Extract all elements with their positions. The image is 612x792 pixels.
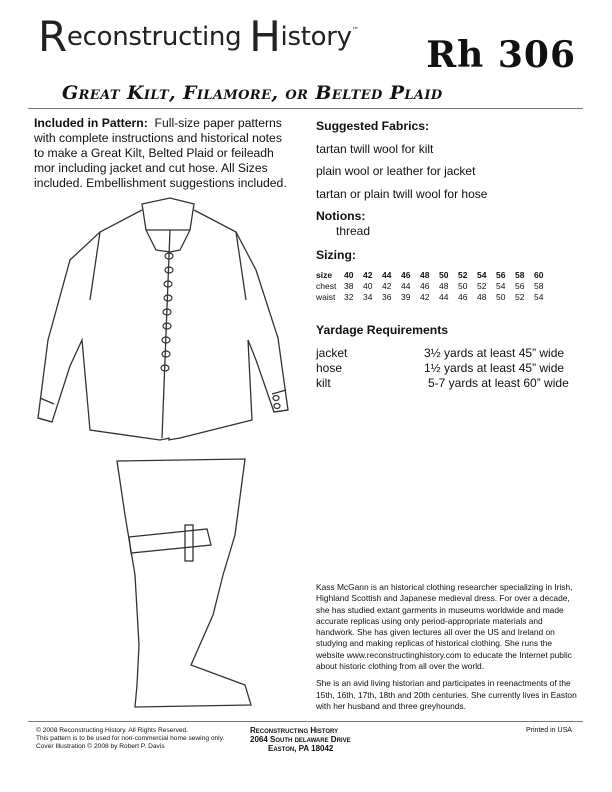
yardage-amount: 1½ yards at least 45” wide [424,361,565,375]
footer-line: 2064 South delaware Drive [250,735,351,744]
table-cell: 58 [534,281,544,291]
table-cell: 46 [401,270,411,280]
table-cell: 60 [534,270,544,280]
yardage-name: hose [316,361,343,375]
bio-paragraph: Kass McGann is an historical clothing researcher specializing in Irish, Highland Scottish and Japanese medieval dress. For over a decade, she has studied extant garments in museums worldwide and made accurate replicas using only period-appropriate materials and handwork. She has given lectures all over the US and Ireland on studying and making replicas of historical clothing. She runs the website www.reconstructinghistory.com to educate the Internet public about historic clothing from all over the world. [316,582,573,672]
table-cell: 40 [344,270,354,280]
table-cell: 54 [496,281,506,291]
notions-item: thread [336,224,371,238]
table-cell: 44 [382,270,392,280]
table-cell: 46 [458,292,468,302]
waist-row [316,292,553,303]
footer-copyright [36,727,224,751]
footer-line: Easton, PA 18042 [268,744,334,753]
table-cell: 52 [458,270,468,280]
footer-line: Reconstructing History [250,726,339,735]
pattern-title: Great Kilt, Filamore, or Belted Plaid [62,82,443,104]
table-cell: 48 [439,281,449,291]
brand-initial-r: R [38,12,67,61]
table-cell: 40 [363,281,373,291]
sizing-table [316,270,553,303]
yardage-amount: 5-7 yards at least 60” wide [428,376,569,390]
header-divider [28,108,583,109]
table-cell: 36 [382,292,392,302]
table-cell: 50 [458,281,468,291]
table-cell: 48 [420,270,430,280]
trademark: ™ [351,26,359,34]
table-cell: 50 [439,270,449,280]
brand-logo [38,12,359,61]
size-row [316,270,553,281]
table-cell: waist [316,292,336,302]
yardage-item-jacket [316,346,578,361]
fabrics-heading: Suggested Fabrics: [316,119,430,133]
brand-text-2: istory [280,22,352,52]
fabric-item: tartan twill wool for kilt [316,142,434,156]
table-cell: 42 [363,270,373,280]
table-cell: 54 [477,270,487,280]
table-cell: 44 [439,292,449,302]
table-cell: 34 [363,292,373,302]
yardage-item-hose [316,361,578,376]
table-cell: 56 [515,281,525,291]
yardage-list [316,346,578,391]
footer-line: Cover Illustration © 2008 by Robert P. Davis [36,743,165,750]
yardage-name: kilt [316,376,331,390]
yardage-item-kilt [316,376,578,391]
included-label: Included in Pattern: [34,116,148,130]
footer-address [250,726,351,753]
table-cell: size [316,270,333,280]
included-text: Full-size paper patterns with complete instructions and historical notes to make a Great Kilt, Belted Plaid or feileadh mor including jacket and cut hose. All Sizes included. Embellishment suggestions included. [34,116,287,190]
yardage-heading: Yardage Requirements [316,323,449,337]
table-cell: 42 [420,292,430,302]
table-cell: 50 [496,292,506,302]
table-cell: 48 [477,292,487,302]
brand-initial-h: H [249,12,281,61]
table-cell: 56 [496,270,506,280]
table-cell: 32 [344,292,354,302]
hose-illustration [95,455,275,713]
yardage-name: jacket [316,346,348,360]
fabric-item: tartan or plain twill wool for hose [316,187,488,201]
author-bio [316,582,578,718]
footer-line: © 2008 Reconstructing History. All Rights Reserved. [36,727,189,734]
yardage-amount: 3½ yards at least 45” wide [424,346,565,360]
table-cell: chest [316,281,337,291]
table-cell: 38 [344,281,354,291]
table-cell: 46 [420,281,430,291]
sizing-heading: Sizing: [316,248,356,262]
footer-divider [28,721,583,722]
chest-row [316,281,553,292]
included-in-pattern [34,116,294,191]
table-cell: 52 [515,292,525,302]
table-cell: 58 [515,270,525,280]
fabric-item: plain wool or leather for jacket [316,164,476,178]
pattern-code: Rh 306 [426,34,576,76]
table-cell: 44 [401,281,411,291]
footer-line: This pattern is to be used for non-commercial home sewing only. [36,735,225,742]
footer-printed: Printed in USA [526,727,572,734]
bio-paragraph: She is an avid living historian and participates in reenactments of the 15th, 16th, 17th, 18th and 20th centuries. She currently lives in Easton with her husband and three greyhounds. [316,678,577,711]
notions-heading: Notions: [316,209,366,223]
jacket-illustration [30,190,300,445]
table-cell: 52 [477,281,487,291]
brand-text-1: econstructing [66,22,250,52]
table-cell: 42 [382,281,392,291]
table-cell: 39 [401,292,411,302]
table-cell: 54 [534,292,544,302]
